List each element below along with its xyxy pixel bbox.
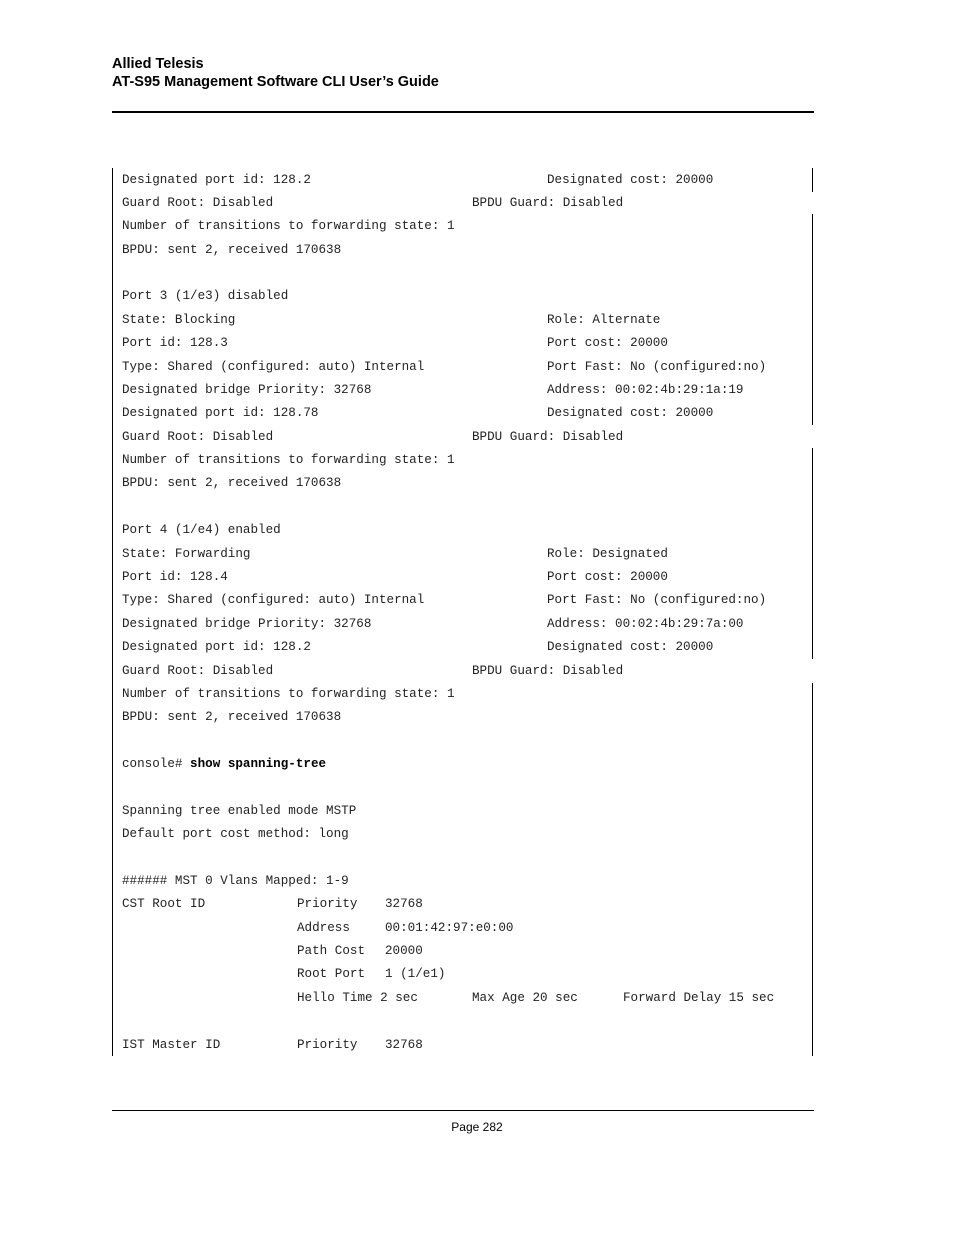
- cli-line: Path Cost: [297, 944, 366, 958]
- code-border-right: [812, 448, 813, 659]
- cli-line: ###### MST 0 Vlans Mapped: 1-9: [122, 874, 349, 888]
- cli-line: Forward Delay 15 sec: [623, 991, 775, 1005]
- cli-command: show spanning-tree: [190, 757, 327, 771]
- cli-line: Port id: 128.4: [122, 570, 228, 584]
- cli-line: BPDU Guard: Disabled: [472, 196, 624, 210]
- code-border-right: [812, 168, 813, 192]
- cli-line: BPDU: sent 2, received 170638: [122, 710, 342, 724]
- cli-line: Number of transitions to forwarding state: 1: [122, 219, 455, 233]
- cli-line: IST Master ID: [122, 1038, 221, 1052]
- cli-line: Designated cost: 20000: [547, 173, 714, 187]
- cli-line: Port cost: 20000: [547, 570, 668, 584]
- cli-line: BPDU Guard: Disabled: [472, 430, 624, 444]
- cli-line: Number of transitions to forwarding state: 1: [122, 453, 455, 467]
- document-header: [112, 55, 439, 91]
- code-border-right: [812, 683, 813, 1056]
- cli-line: Port 3 (1/e3) disabled: [122, 289, 289, 303]
- cli-line: Designated cost: 20000: [547, 406, 714, 420]
- cli-line: Guard Root: Disabled: [122, 430, 274, 444]
- cli-line: Designated bridge Priority: 32768: [122, 383, 372, 397]
- cli-line: 32768: [385, 897, 423, 911]
- cli-line: Guard Root: Disabled: [122, 196, 274, 210]
- cli-line: Spanning tree enabled mode MSTP: [122, 804, 357, 818]
- cli-line: 00:01:42:97:e0:00: [385, 921, 514, 935]
- cli-line: Role: Designated: [547, 547, 668, 561]
- cli-line: Max Age 20 sec: [472, 991, 578, 1005]
- cli-line: Port Fast: No (configured:no): [547, 360, 767, 374]
- cli-line: BPDU: sent 2, received 170638: [122, 243, 342, 257]
- cli-line: Number of transitions to forwarding state: 1: [122, 687, 455, 701]
- page-number: Page 282: [451, 1120, 503, 1134]
- cli-line: Type: Shared (configured: auto) Internal: [122, 593, 425, 607]
- cli-line: Port 4 (1/e4) enabled: [122, 523, 281, 537]
- cli-line: BPDU: sent 2, received 170638: [122, 476, 342, 490]
- cli-line: Port id: 128.3: [122, 336, 228, 350]
- cli-line: Designated port id: 128.2: [122, 640, 311, 654]
- cli-line: Priority: [297, 1038, 358, 1052]
- cli-line: Guard Root: Disabled: [122, 664, 274, 678]
- cli-line: Address: [297, 921, 350, 935]
- cli-line: Designated cost: 20000: [547, 640, 714, 654]
- cli-line: Designated bridge Priority: 32768: [122, 617, 372, 631]
- cli-line: State: Blocking: [122, 313, 236, 327]
- cli-line: 32768: [385, 1038, 423, 1052]
- cli-line: Port Fast: No (configured:no): [547, 593, 767, 607]
- cli-line: State: Forwarding: [122, 547, 251, 561]
- cli-line: Role: Alternate: [547, 313, 661, 327]
- cli-line: Hello Time 2 sec: [297, 991, 418, 1005]
- cli-line: Designated port id: 128.2: [122, 173, 311, 187]
- cli-line: Address: 00:02:4b:29:1a:19: [547, 383, 744, 397]
- code-border-left: [112, 168, 113, 1056]
- cli-line: 1 (1/e1): [385, 967, 446, 981]
- cli-line: Address: 00:02:4b:29:7a:00: [547, 617, 744, 631]
- cli-line: Type: Shared (configured: auto) Internal: [122, 360, 425, 374]
- cli-line: Default port cost method: long: [122, 827, 349, 841]
- cli-line: Designated port id: 128.78: [122, 406, 319, 420]
- code-border-right: [812, 214, 813, 425]
- cli-line: CST Root ID: [122, 897, 206, 911]
- cli-line: 20000: [385, 944, 423, 958]
- cli-prompt: console#: [122, 757, 191, 771]
- cli-command-line: [122, 757, 326, 771]
- cli-line: BPDU Guard: Disabled: [472, 664, 624, 678]
- cli-line: Port cost: 20000: [547, 336, 668, 350]
- footer-rule: [112, 1110, 814, 1111]
- cli-line: Root Port: [297, 967, 366, 981]
- company-name: Allied Telesis: [112, 56, 204, 72]
- header-rule: [112, 111, 814, 113]
- document-title: AT-S95 Management Software CLI User’s Guide: [112, 74, 439, 90]
- cli-line: Priority: [297, 897, 358, 911]
